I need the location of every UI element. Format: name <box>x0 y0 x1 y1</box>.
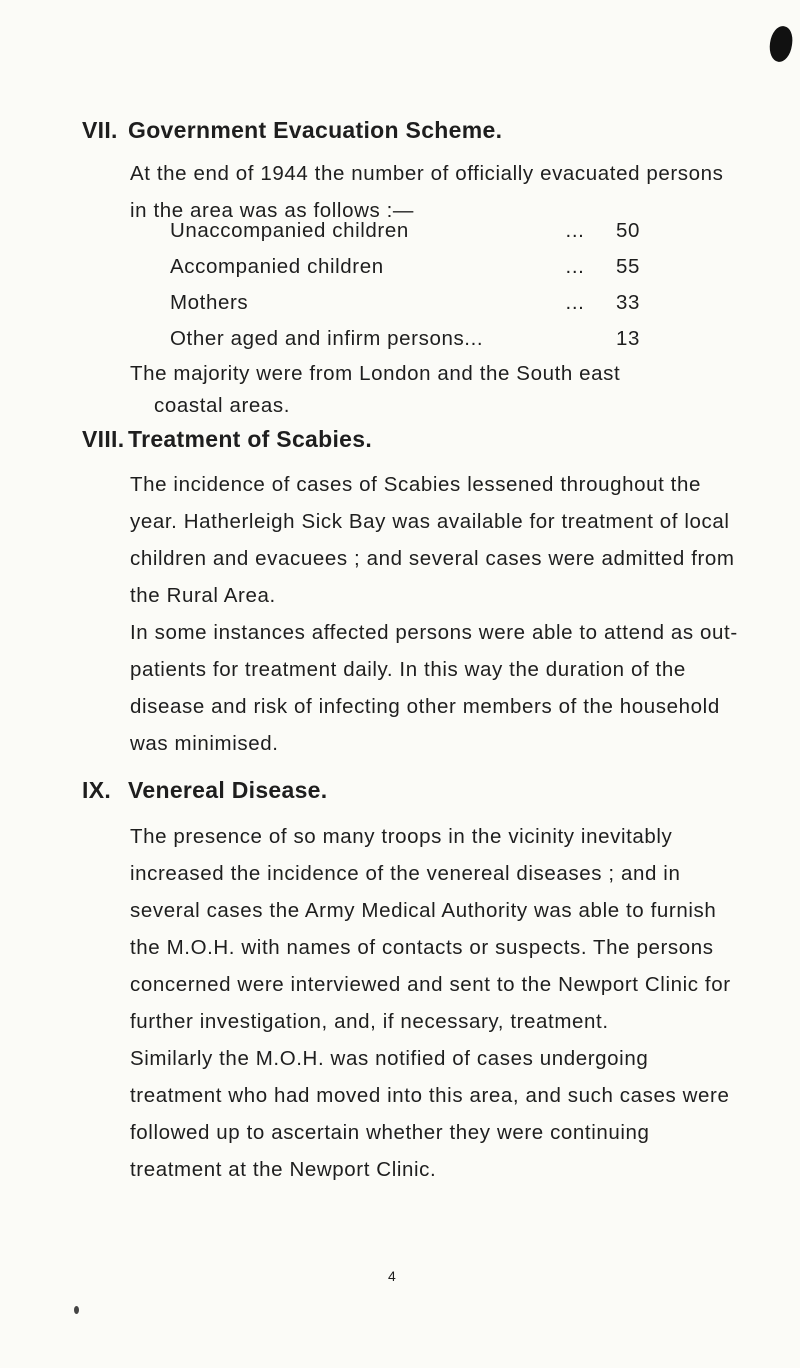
section-vii-heading <box>82 117 502 144</box>
section-ix-para-1: The presence of so many troops in the vicinity inevitably increased the incidence of the venereal diseases ; and in several cases the Army Medical Authority was able to furnish the M.O.H. with names of contacts or suspects. The persons concerned were interviewed and sent to the Newport Clinic for further investigation, and, if necessary, treatment. <box>130 825 731 1033</box>
list-item-value: 33 <box>615 291 640 314</box>
list-item-value: 50 <box>615 219 640 242</box>
list-item-leader: ... <box>565 219 585 242</box>
list-item-leader: ... <box>565 255 585 278</box>
list-item-label: Mothers <box>170 291 249 314</box>
evacuee-list <box>170 213 640 357</box>
list-item <box>170 285 640 321</box>
list-item-leader: ... <box>565 291 585 314</box>
section-vii-intro-text: At the end of 1944 the number of officially evacuated persons in the area was as follows :— <box>130 162 724 222</box>
list-item-label: Accompanied children <box>170 255 384 278</box>
list-item-label: Unaccompanied children <box>170 219 409 242</box>
section-viii-para-1: The incidence of cases of Scabies lessened throughout the year. Hatherleigh Sick Bay was available for treatment of local children and evacuees ; and several cases were admitted from the Rural Area. <box>130 473 735 607</box>
list-item <box>170 321 640 357</box>
section-ix-title: Venereal Disease. <box>128 777 328 803</box>
section-viii-body <box>130 466 740 762</box>
section-viii-title: Treatment of Scabies. <box>128 426 373 452</box>
section-viii-heading <box>82 426 372 453</box>
section-ix-heading <box>82 777 327 804</box>
section-vii-majority <box>130 358 750 422</box>
ink-blot-mark <box>768 25 795 64</box>
section-ix-number: IX. <box>82 777 112 803</box>
section-ix-body <box>130 818 740 1188</box>
section-ix-para-2: Similarly the M.O.H. was notified of cases undergoing treatment who had moved into this area, and such cases were followed up to ascertain whether they were continuing treatment at the Newport Clinic. <box>130 1047 730 1181</box>
list-item-value: 55 <box>615 255 640 278</box>
list-item-label: Other aged and infirm persons... <box>170 327 484 350</box>
list-item <box>170 249 640 285</box>
section-vii-number: VII. <box>82 117 118 143</box>
majority-line-2: coastal areas. <box>154 394 291 417</box>
majority-line-1: The majority were from London and the South east <box>130 362 621 385</box>
section-vii-title: Government Evacuation Scheme. <box>128 117 503 143</box>
list-item-value: 13 <box>615 327 640 350</box>
section-viii-para-2: In some instances affected persons were able to attend as out-patients for treatment daily. In this way the duration of the disease and risk of infecting other members of the household was minimised. <box>130 621 738 755</box>
list-item <box>170 213 640 249</box>
page-number: 4 <box>388 1268 396 1284</box>
ink-speck-mark <box>74 1306 79 1314</box>
section-viii-number: VIII. <box>82 426 125 452</box>
